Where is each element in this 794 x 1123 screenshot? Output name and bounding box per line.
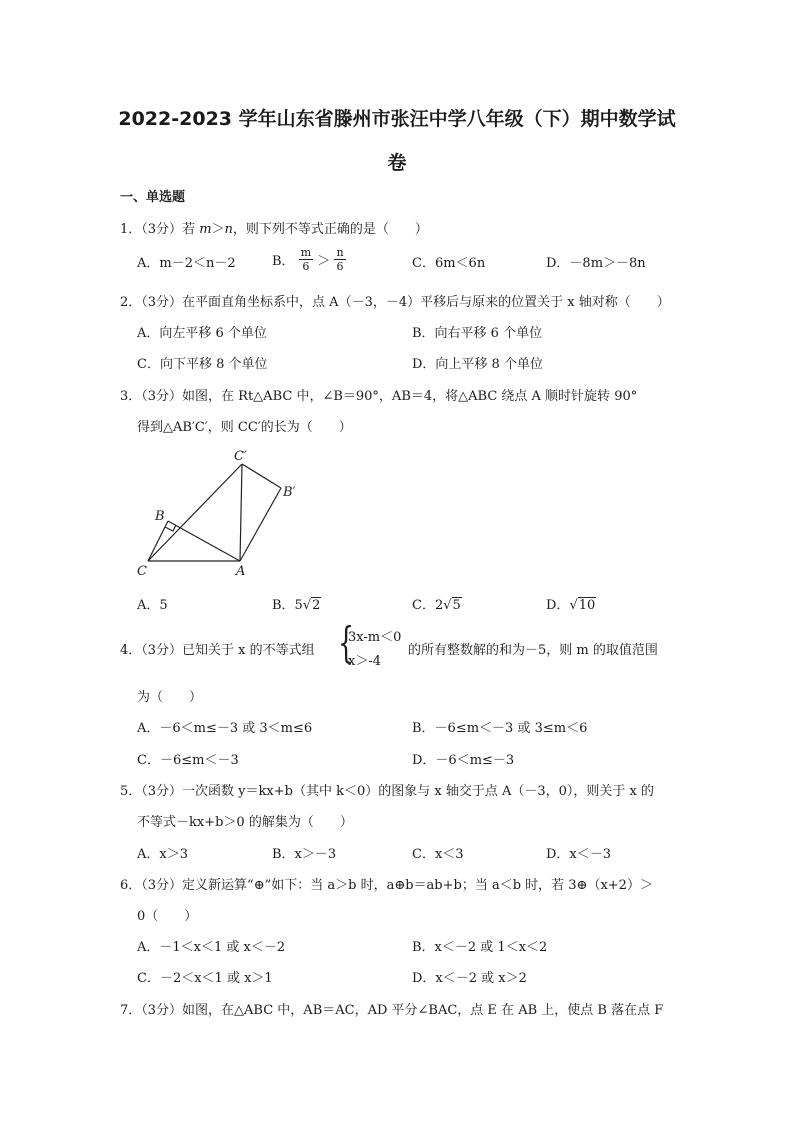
question-5-stem-line1: 5．（3分）一次函数 y＝kx+b（其中 k＜0）的图象与 x 轴交于点 A（－3，0），则关于 x 的 (120, 784, 654, 799)
question-4-option-b: B．－6≤m＜－3 或 3≤m＜6 (412, 721, 588, 736)
question-2-option-d: D．向上平移 8 个单位 (412, 357, 543, 372)
question-3-option-b: B．5√2 (272, 598, 321, 613)
question-3-option-d: D．√10 (546, 598, 596, 613)
question-6-stem-line1: 6．（3分）定义新运算“⊕”如下：当 a＞b 时，a⊕b＝ab+b；当 a＜b 时，若 3⊕（x+2）＞ (120, 878, 653, 893)
system-inequality-2: x＞-4 (348, 654, 381, 669)
question-1-option-a: A．m－2＜n－2 (137, 256, 236, 271)
right-angle-mark (165, 525, 176, 531)
question-6-option-b: B．x＜－2 或 1＜x＜2 (412, 940, 548, 955)
segment-ac-prime (240, 464, 242, 561)
question-4-option-a: A．－6＜m≤－3 或 3＜m≤6 (137, 721, 313, 736)
rotation-triangle-figure (130, 444, 310, 584)
question-1-option-d: D．－8m＞－8n (546, 256, 646, 271)
question-6-option-a: A．－1＜x＜1 或 x＜－2 (137, 940, 286, 955)
question-3-option-c: C．2√5 (412, 598, 461, 613)
question-5-option-a: A．x＞3 (137, 847, 188, 862)
question-6-stem-line2: 0（ ） (137, 909, 198, 924)
section-heading: 一、单选题 (120, 190, 186, 205)
label-b: B (155, 509, 165, 524)
label-c-prime: C′ (234, 449, 247, 464)
question-6-option-d: D．x＜－2 或 x＞2 (412, 971, 527, 986)
question-3-option-a: A．5 (137, 598, 168, 613)
question-7-stem-line1: 7．（3分）如图，在△ABC 中，AB＝AC，AD 平分∠BAC，点 E 在 AB 上，使点 B 落在点 F (120, 1003, 664, 1018)
question-2-option-c: C．向下平移 8 个单位 (137, 357, 268, 372)
question-1-stem: 1．（3分）若 m＞n，则下列不等式正确的是（ ） (120, 222, 428, 237)
question-6-option-c: C．－2＜x＜1 或 x＞1 (137, 971, 273, 986)
paper-title-line1: 2022-2023 学年山东省滕州市张汪中学八年级（下）期中数学试 (118, 108, 676, 130)
segment-ab-prime (240, 488, 281, 561)
question-2-stem: 2．（3分）在平面直角坐标系中，点 A（－3，－4）平移后与原来的位置关于 x 轴对称（ ） (120, 295, 670, 310)
segment-ba (168, 521, 240, 561)
question-2-option-b: B．向右平移 6 个单位 (412, 326, 543, 341)
label-c: C (137, 564, 147, 579)
label-a: A (236, 564, 246, 579)
question-1-option-b: B． $\frac{m}{6}$ ＞ $\frac{n}{6}$ (272, 246, 344, 273)
question-4-stem-a: 4．（3分）已知关于 x 的不等式组 (120, 643, 315, 658)
label-b-prime: B′ (283, 485, 296, 500)
segment-c-prime-b-prime (242, 464, 281, 488)
question-4-option-c: C．－6≤m＜－3 (137, 753, 239, 768)
question-5-option-c: C．x＜3 (412, 847, 464, 862)
question-1-option-c: C．6m＜6n (412, 256, 486, 271)
question-4-stem-line2: 为（ ） (137, 690, 203, 705)
question-3-stem-line2: 得到△AB′C′，则 CC′的长为（ ） (137, 420, 352, 435)
question-3-stem-line1: 3．（3分）如图，在 Rt△ABC 中，∠B＝90°，AB＝4，将△ABC 绕点 A 顺时针旋转 90° (120, 389, 638, 404)
paper-title-line2: 卷 (387, 152, 407, 174)
system-brace: { (338, 618, 355, 667)
question-4-stem-b: 的所有整数解的和为－5，则 m 的取值范围 (408, 643, 658, 658)
question-5-option-d: D．x＜－3 (546, 847, 612, 862)
question-5-option-b: B．x＞－3 (272, 847, 337, 862)
system-inequality-1: 3x-m＜0 (348, 630, 402, 645)
question-2-option-a: A．向左平移 6 个单位 (137, 326, 267, 341)
question-4-option-d: D．－6＜m≤－3 (412, 753, 515, 768)
question-5-stem-line2: 不等式－kx+b＞0 的解集为（ ） (137, 815, 353, 830)
